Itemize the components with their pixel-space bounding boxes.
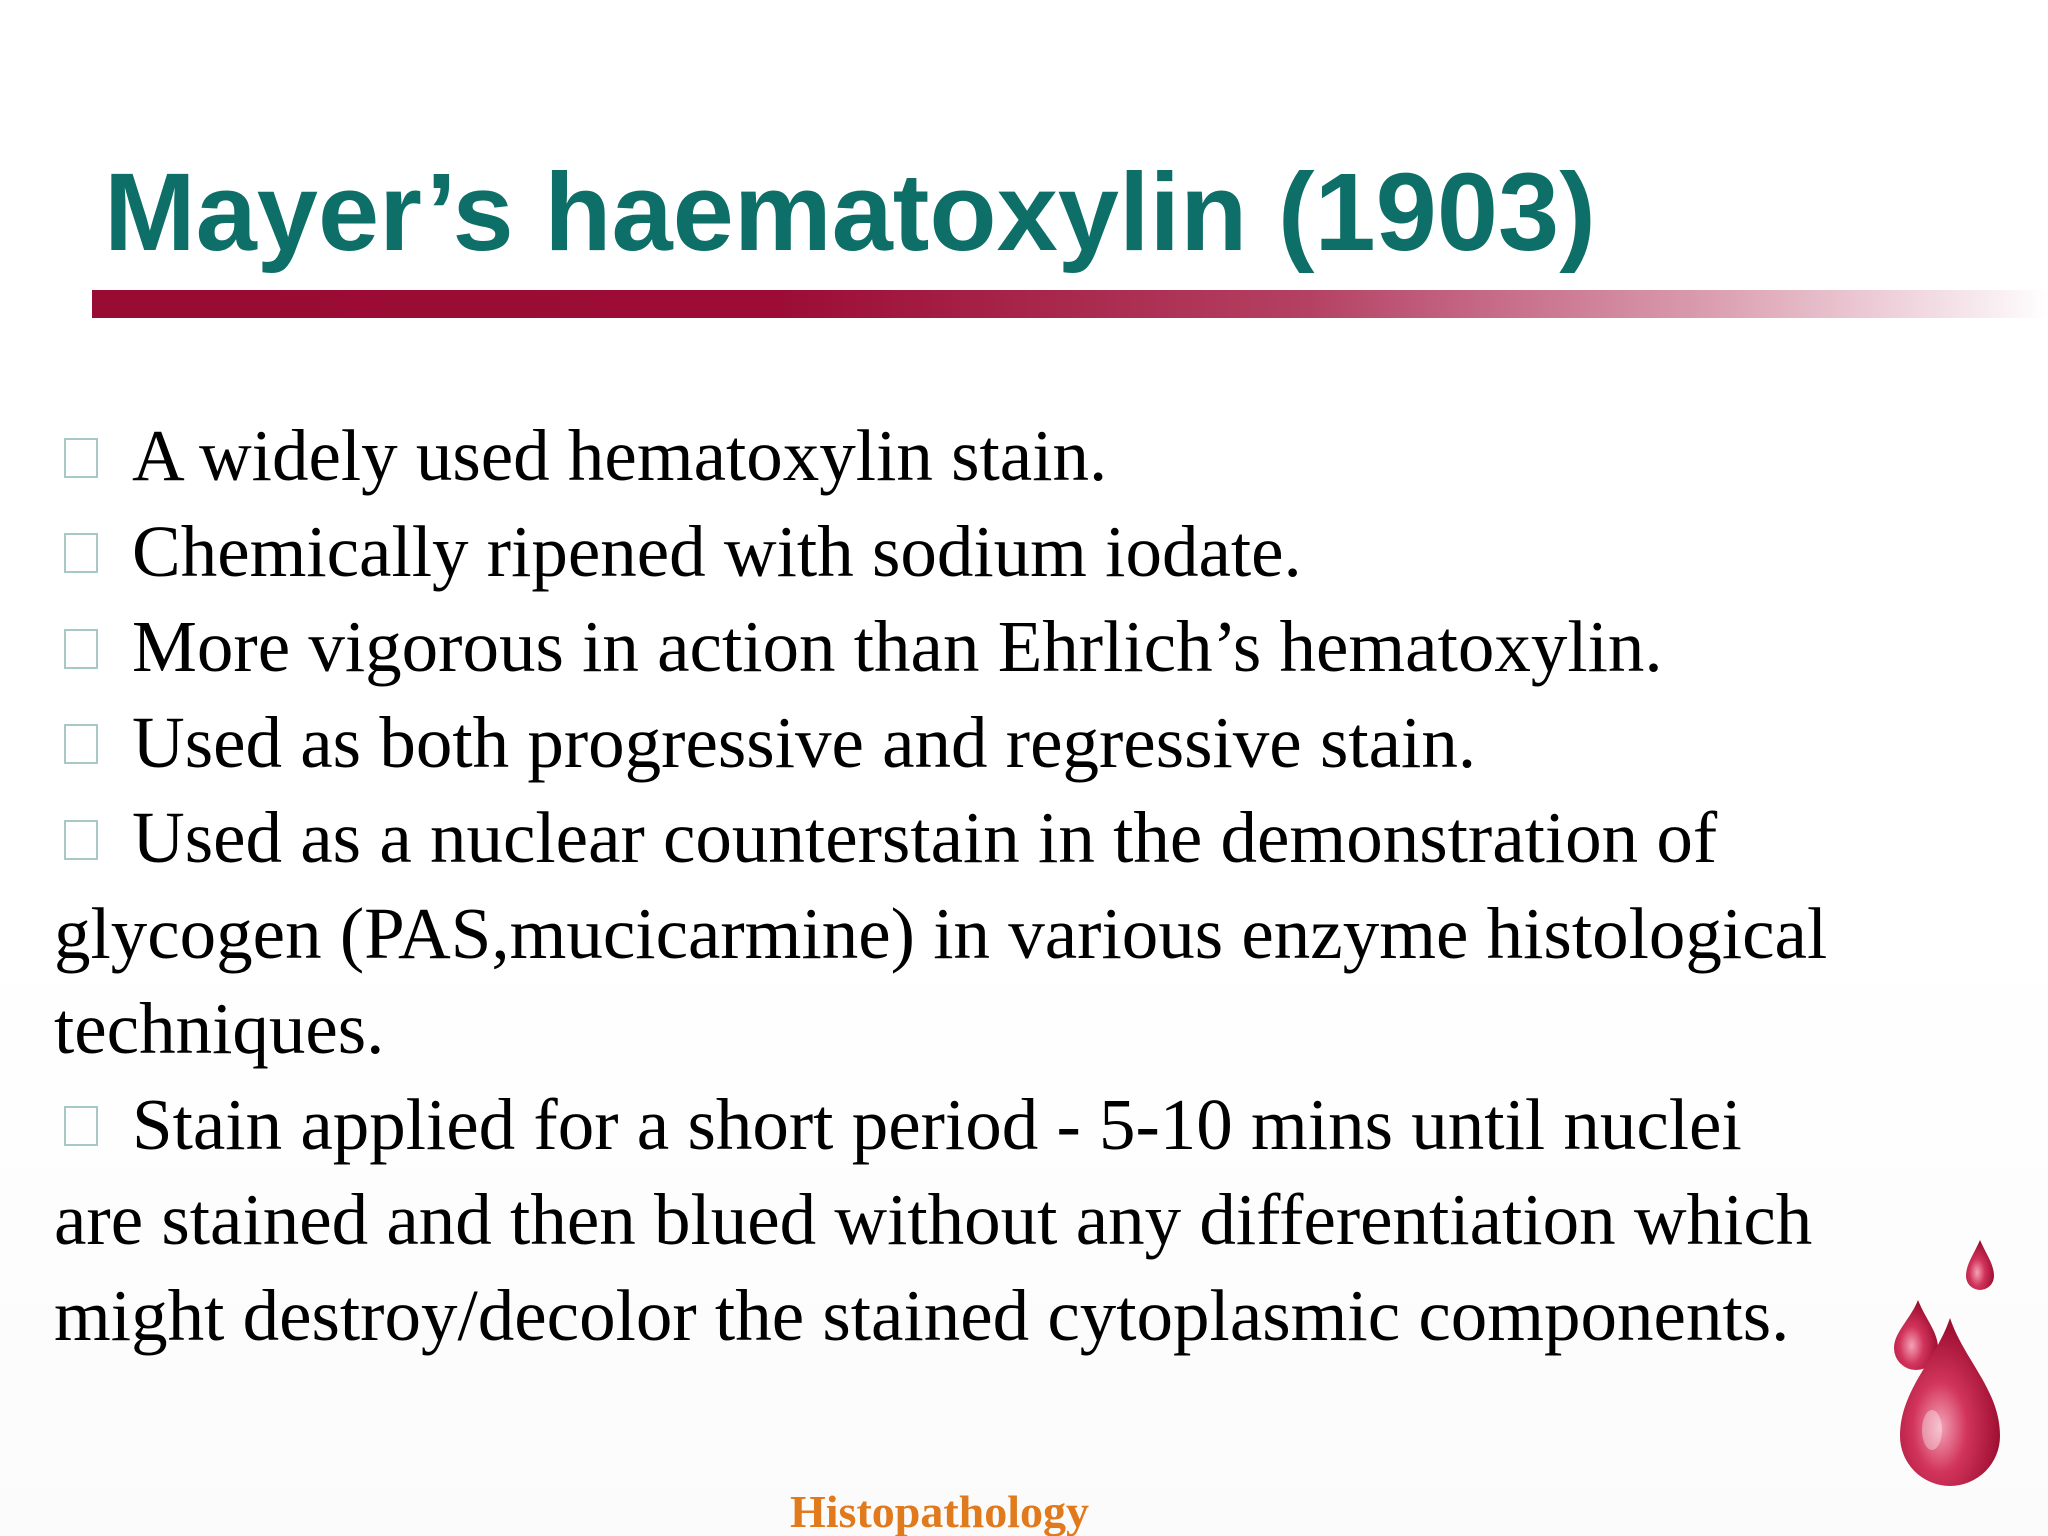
bullet-continuation: might destroy/decolor the stained cytoplasmic components.: [54, 1274, 1790, 1356]
slide-title: Mayer’s haematoxylin (1903): [104, 151, 1596, 274]
bullet-text: Chemically ripened with sodium iodate.: [132, 510, 1302, 592]
bullet-item: [54, 1077, 2004, 1173]
bullet-box-icon: [64, 724, 98, 764]
bullet-item: [54, 599, 2004, 695]
bullet-text: Used as a nuclear counterstain in the demonstration of: [132, 797, 1718, 878]
footer-label: Histopathology: [790, 1486, 1090, 1536]
bullet-box-icon: [64, 438, 98, 478]
bullet-text: More vigorous in action than Ehrlich’s hematoxylin.: [132, 606, 1663, 687]
bullet-box-icon: [64, 629, 98, 669]
bullet-text: Stain applied for a short period - 5-10 mins until nuclei: [132, 1083, 1742, 1165]
bullet-text: A widely used hematoxylin stain.: [132, 415, 1108, 496]
bullet-continuation: techniques.: [54, 988, 385, 1069]
bullet-continuation: glycogen (PAS,mucicarmine) in various enzyme histological: [54, 892, 1828, 974]
bullet-item: [54, 504, 2004, 600]
bullet-box-icon: [64, 1106, 98, 1146]
bullet-box-icon: [64, 820, 98, 860]
bullet-continuation: are stained and then blued without any differentiation which: [54, 1179, 1813, 1260]
bullet-text: Used as both progressive and regressive stain.: [132, 701, 1477, 783]
bullet-item: [54, 408, 2004, 504]
bullet-box-icon: [64, 533, 98, 573]
bullet-list: [54, 408, 2004, 1363]
bullet-item: [54, 790, 2004, 886]
title-divider: [92, 290, 2048, 318]
bullet-item: [54, 695, 2004, 791]
blood-drops-icon: [1880, 1240, 2030, 1500]
